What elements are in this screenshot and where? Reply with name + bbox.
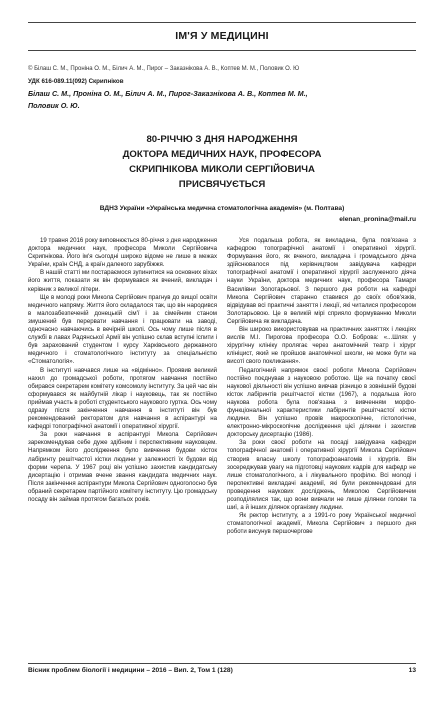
section-header: ІМ'Я У МЕДИЦИНІ — [175, 30, 269, 42]
title-line: ПРИСВЯЧУЄТЬСЯ — [178, 179, 266, 190]
affiliation: ВДНЗ України «Українська медична стоматологічна академія» (м. Полтава) — [99, 205, 345, 212]
journal-footer: Вісник проблем біології і медицини – 2016 – Вип. 2, Том 1 (128) — [28, 667, 233, 674]
footer-rule — [28, 663, 416, 664]
paragraph: В нашій статті ми постараємося зупинитися на основних віхах його життя, показати як він формувався як вчений, викладач і керівник з великої літери. — [28, 269, 217, 293]
title-line: ДОКТОРА МЕДИЧНИХ НАУК, ПРОФЕСОРА — [122, 149, 322, 160]
title-line: СКРИПНІКОВА МИКОЛИ СЕРГІЙОВИЧА — [129, 164, 315, 175]
title-line: 80-РІЧЧЮ З ДНЯ НАРОДЖЕННЯ — [146, 134, 298, 145]
paragraph: Ще в молоді роки Микола Сергійович прагнув до вищої освіти медичного напряму. Життя його складалося так, що він народився в малозабезпеченій донецькій сім'ї і за сімейним станом змушений був перервати навчання і працювати на заводі, одночасно навчаючись в вечірній школі. Ось чому лише після в службі в лавах Радянської Армії він успішно склав вступні іспити і був зарахований студентом І курсу Харківського державного медичного і стоматологічного інституту за спеціальністю «Стоматологія». — [28, 293, 217, 366]
left-column — [28, 237, 217, 504]
article-title — [60, 132, 384, 192]
udc-code: УДК 616-089.11(092) Скрипніков — [28, 78, 124, 85]
authors-line: Білаш С. М., Проніна О. М., Білич А. М., Пирог-Заказнікова А. В., Коптев М. М., Половик О. Ю. — [28, 89, 308, 110]
right-column — [227, 237, 416, 536]
header-top-rule — [28, 22, 416, 23]
paragraph: Уся подальша робота, як викладача, була пов'язана з кафедрою топографічної анатомії і оперативної хірургії. Формування його, як вченого, викладача і громадського діяча здійснювалося під керівництвом завідувача кафедри топографічної анатомії і оперативної хірургії заслуженого діяча науки України, доктора медичних наук, професора Тамари Василівни Золотарьової. З першого дня роботи на кафедрі Микола Сергійович старанно ставився до своїх обов'язків, відвідував всі практичні заняття і лекції, які читалися професором Золотарьовою. Це в великій мірі сприяло формуванню Миколи Сергійовича як викладача. — [227, 237, 416, 325]
paragraph: За роки своєї роботи на посаді завідувача кафедри топографічної анатомії і оперативної хірургії Микола Сергійович створив власну школу топографоанатомів і хірургів. Він зосереджував увагу на підготовці наукових кадрів для кафедр не лише стоматологічного, а і лікувального профілю. Всі молоді і перспективні викладачі академії, які були рекомендовані для проведення наукових досліджень, Миколою Сергійовичем розподілялися так, що вони вивчали не лише ділянки голови та шиї, а й інших ділянок організму людини. — [227, 439, 416, 512]
page-number: 13 — [408, 667, 416, 674]
paragraph: В інституті навчався лише на «відмінно». Проявив великий нахил до громадської роботи, протягом навчання постійно обирався секретарем комітету комсомолу інституту. За цей час він сформувався як майбутній лікар і науковець, так як постійно приймав участь в роботі студентського наукового гуртка. Ось чому одразу після закінчення навчання в інституті він був рекомендований ректоратом для навчання в аспірантурі на кафедрі топографічної анатомії і оперативної хірургії. — [28, 366, 217, 431]
paragraph: Як ректор інституту, а з 1991-го року Української медичної стоматологічної академії, Микола Сергійович з першого дня роботи висунув першочергове — [227, 512, 416, 536]
paragraph: Педагогічний напрямок своєї роботи Микола Сергійович постійно поєднував з науковою роботою. Ще на початку своєї наукової діяльності він успішно вивчав різницю в зовнішній будові кісток лабіринтів решітчастої кістки (1967), а подальша його наукова робота була пов'язана з вивченням морфо-функціональної характеристики лабіринтів решітчастої кістки людини. Він успішно провів макроскопічне, гістологічне, електронно-мікроскопічне дослідження цієї ділянки і захистив докторську дисертацію (1986). — [227, 366, 416, 439]
copyright-line: © Білаш С. М., Проніна О. М., Білич А. М., Пирог – Заказнікова А. В., Коптев М. М., Половик О. Ю — [28, 66, 300, 72]
paragraph: 19 травня 2016 року виповнюється 80-річчя з дня народження доктора медичних наук, професора Миколи Сергійовича Скрипнікова. Його ім'я сьогодні широко відоме не лише в межах України, країн СНД, а країн далекого зарубіжжя. — [28, 237, 217, 269]
header-bottom-rule — [28, 50, 416, 51]
paragraph: За роки навчання в аспірантурі Микола Сергійович зарекомендував себе дуже здібним і перспективним науковцем. Напрямком його дослідження було вивчення будови кісток лабіринту решітчастої кістки людини у залежності їх будови від форми черепа. У 1967 році він успішно захистив кандидатську дисертацію і отримав вчене звання кандидата медичних наук. Після закінчення аспірантури Микола Сергійович одноголосно був обраний секретарем партійного комітету інституту. Цю громадську посаду він займав протягом багатьох років. — [28, 431, 217, 503]
email-address[interactable]: elenan_pronina@mail.ru — [339, 216, 416, 223]
paragraph: Він широко використовував на практичних заняттях і лекціях вислів М.І. Пирогова професора О.О. Боброва: «...Шлях у хірургічну клініку пролягає через анатомічний театр і хірург клініцист, який не пройшов анатомічної школи, не може бути на висоті свого покликання». — [227, 326, 416, 366]
